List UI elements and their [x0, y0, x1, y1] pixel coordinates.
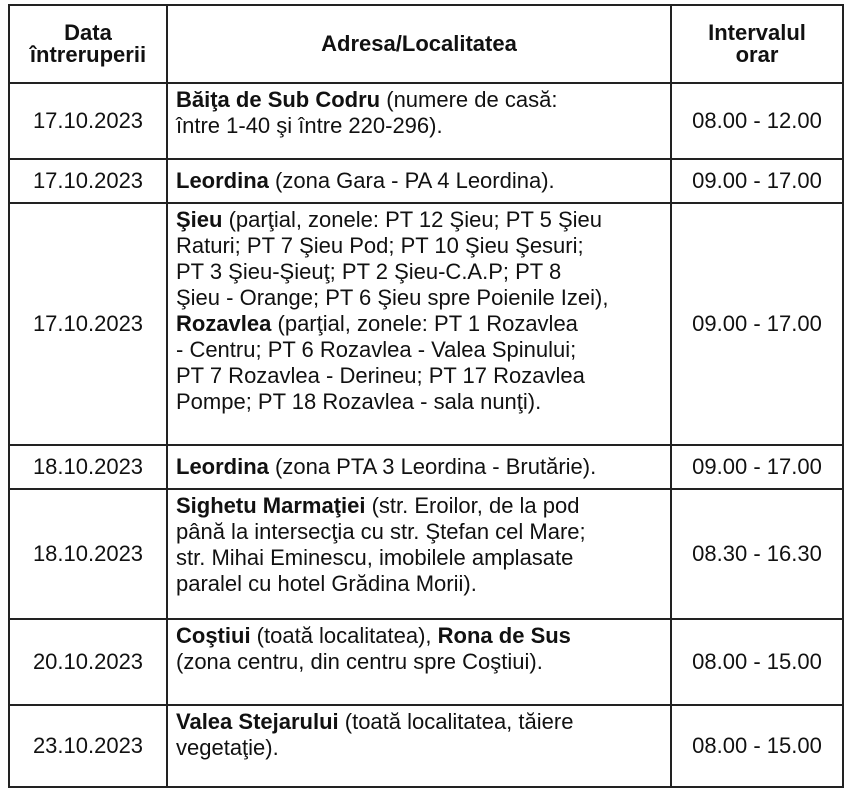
address-detail: PT 3 Şieu-Şieuţ; PT 2 Şieu-C.A.P; PT 8 [176, 259, 562, 284]
address-detail: (str. Eroilor, de la pod [365, 493, 580, 518]
interval-cell: 08.00 - 15.00 [671, 705, 843, 787]
address-line [176, 623, 662, 649]
address-detail: (zona centru, din centru spre Coştiui). [176, 649, 543, 674]
address-cell [167, 203, 671, 445]
date-cell: 23.10.2023 [9, 705, 167, 787]
address-line [176, 571, 662, 597]
interval-cell: 08.00 - 15.00 [671, 619, 843, 705]
date-cell: 17.10.2023 [9, 83, 167, 159]
locality-name: Coştiui [176, 623, 251, 648]
address-line [176, 454, 662, 480]
address-detail: (zona Gara - PA 4 Leordina). [268, 168, 555, 193]
address-detail: paralel cu hotel Grădina Morii). [176, 571, 477, 596]
address-line [176, 735, 662, 761]
date-cell: 18.10.2023 [9, 445, 167, 489]
address-line [176, 337, 662, 363]
date-cell: 17.10.2023 [9, 159, 167, 203]
table-row [9, 619, 843, 705]
address-line [176, 233, 662, 259]
locality-name: Leordina [176, 168, 269, 193]
header-address: Adresa/Localitatea [167, 5, 671, 83]
address-line [176, 113, 662, 139]
address-detail: Pompe; PT 18 Rozavlea - sala nunţi). [176, 389, 542, 414]
date-cell: 18.10.2023 [9, 489, 167, 619]
locality-name: Băiţa de Sub Codru [176, 87, 381, 112]
table-row [9, 159, 843, 203]
header-interval-line2: orar [735, 42, 779, 67]
address-cell [167, 489, 671, 619]
address-line [176, 649, 662, 675]
address-line [176, 87, 662, 113]
address-line [176, 493, 662, 519]
address-line [176, 363, 662, 389]
address-line [176, 709, 662, 735]
address-line [176, 168, 662, 194]
interval-cell: 09.00 - 17.00 [671, 159, 843, 203]
date-cell: 20.10.2023 [9, 619, 167, 705]
header-interval-line1: Intervalul [708, 20, 806, 45]
address-line [176, 259, 662, 285]
header-interval [671, 5, 843, 83]
address-detail: până la intersecţia cu str. Ştefan cel Mare; [176, 519, 586, 544]
address-detail: str. Mihai Eminescu, imobilele amplasate [176, 545, 574, 570]
table-row [9, 489, 843, 619]
address-detail: vegetaţie). [176, 735, 279, 760]
address-line [176, 545, 662, 571]
locality-name: Rozavlea [176, 311, 272, 336]
interval-cell: 08.00 - 12.00 [671, 83, 843, 159]
interval-cell: 08.30 - 16.30 [671, 489, 843, 619]
outage-table [8, 4, 844, 788]
header-date-line2: întreruperii [29, 42, 147, 67]
header-date-line1: Data [64, 20, 112, 45]
table-row [9, 705, 843, 787]
locality-name: Şieu [176, 207, 223, 232]
table-row [9, 445, 843, 489]
address-line [176, 389, 662, 415]
address-cell [167, 705, 671, 787]
table-row [9, 203, 843, 445]
table-row [9, 83, 843, 159]
address-detail: (parţial, zonele: PT 12 Şieu; PT 5 Şieu [222, 207, 602, 232]
address-line [176, 311, 662, 337]
interval-cell: 09.00 - 17.00 [671, 203, 843, 445]
address-detail: (numere de casă: [380, 87, 558, 112]
address-cell [167, 83, 671, 159]
interval-cell: 09.00 - 17.00 [671, 445, 843, 489]
header-date [9, 5, 167, 83]
address-detail: Şieu - Orange; PT 6 Şieu spre Poienile Izei), [176, 285, 609, 310]
address-detail: (parţial, zonele: PT 1 Rozavlea [271, 311, 578, 336]
address-detail: (toată localitatea), [250, 623, 438, 648]
address-detail: (toată localitatea, tăiere [338, 709, 574, 734]
address-detail: PT 7 Rozavlea - Derineu; PT 17 Rozavlea [176, 363, 585, 388]
address-cell [167, 445, 671, 489]
address-line [176, 285, 662, 311]
locality-name: Rona de Sus [437, 623, 571, 648]
date-cell: 17.10.2023 [9, 203, 167, 445]
address-cell [167, 619, 671, 705]
header-row [9, 5, 843, 83]
address-line [176, 207, 662, 233]
address-line [176, 519, 662, 545]
address-detail: (zona PTA 3 Leordina - Brutărie). [268, 454, 597, 479]
locality-name: Leordina [176, 454, 269, 479]
locality-name: Sighetu Marmaţiei [176, 493, 366, 518]
address-detail: Raturi; PT 7 Şieu Pod; PT 10 Şieu Şesuri; [176, 233, 584, 258]
address-detail: între 1-40 şi între 220-296). [176, 113, 443, 138]
address-detail: - Centru; PT 6 Rozavlea - Valea Spinului; [176, 337, 577, 362]
locality-name: Valea Stejarului [176, 709, 339, 734]
address-cell [167, 159, 671, 203]
